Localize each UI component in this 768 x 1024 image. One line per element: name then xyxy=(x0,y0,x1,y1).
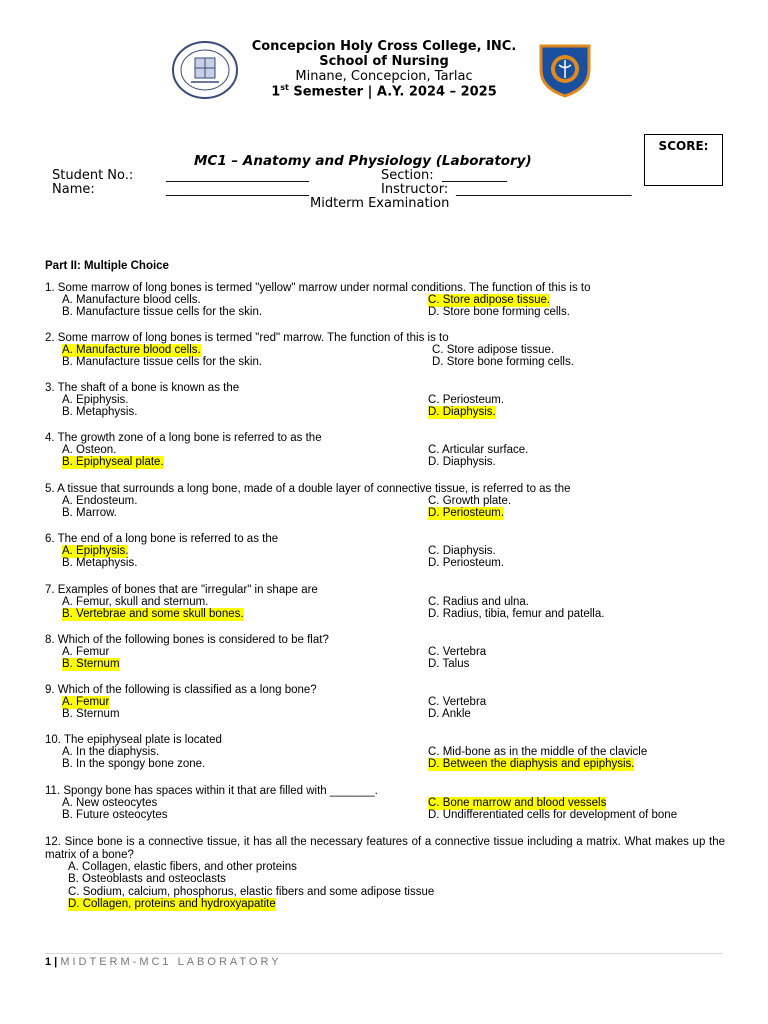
question-12-option-c: C. Sodium, calcium, phosphorus, elastic fibers and some adipose tissue xyxy=(68,886,435,898)
question-2-option-d: D. Store bone forming cells. xyxy=(432,356,574,368)
score-box xyxy=(644,134,723,186)
question-1-option-d: D. Store bone forming cells. xyxy=(428,306,570,318)
question-5-option-d: D. Periosteum. xyxy=(428,507,505,519)
question-8-option-d: D. Talus xyxy=(428,658,470,670)
question-3-option-b: B. Metaphysis. xyxy=(62,406,138,418)
question-8-option-c: C. Vertebra xyxy=(428,646,487,658)
question-3-option-d: D. Diaphysis. xyxy=(428,406,496,418)
question-8-text: 8. Which of the following bones is considered to be flat? xyxy=(45,634,329,646)
question-3-option-c: C. Periosteum. xyxy=(428,394,505,406)
student-no-label: Student No.: xyxy=(52,168,134,183)
student-no-field[interactable]: ______________________ xyxy=(166,168,309,183)
name-field[interactable]: ______________________ xyxy=(166,182,309,197)
footer-rule xyxy=(45,953,723,954)
score-label: SCORE: xyxy=(658,139,709,153)
exam-type: Midterm Examination xyxy=(310,196,450,211)
instructor-field[interactable]: ___________________________ xyxy=(456,182,632,197)
question-9-option-a: A. Femur xyxy=(62,696,110,708)
question-1-option-c: C. Store adipose tissue. xyxy=(428,294,551,306)
question-1-option-a: A. Manufacture blood cells. xyxy=(62,294,201,306)
question-10-text: 10. The epiphyseal plate is located xyxy=(45,734,222,746)
question-2-option-b: B. Manufacture tissue cells for the skin. xyxy=(62,356,263,368)
question-10-option-c: C. Mid-bone as in the middle of the clavicle xyxy=(428,746,648,758)
question-12-text: 12. Since bone is a connective tissue, it has all the necessary features of a connective tissue including a matrix. What makes up the matrix of a bone? xyxy=(45,836,725,861)
question-7-text: 7. Examples of bones that are "irregular" in shape are xyxy=(45,584,318,596)
question-5-text: 5. A tissue that surrounds a long bone, made of a double layer of connective tissue, is referred to as the xyxy=(45,483,571,495)
page-number: 1 xyxy=(45,956,52,968)
question-1-option-b: B. Manufacture tissue cells for the skin. xyxy=(62,306,263,318)
question-11-option-b: B. Future osteocytes xyxy=(62,809,168,821)
question-10-option-b: B. In the spongy bone zone. xyxy=(62,758,206,770)
question-4-option-c: C. Articular surface. xyxy=(428,444,529,456)
question-5-option-a: A. Endosteum. xyxy=(62,495,138,507)
question-9-text: 9. Which of the following is classified as a long bone? xyxy=(45,684,317,696)
college-address: Minane, Concepcion, Tarlac xyxy=(295,69,473,84)
question-6-option-b: B. Metaphysis. xyxy=(62,557,138,569)
question-7-option-c: C. Radius and ulna. xyxy=(428,596,530,608)
semester-line: 1st Semester | A.Y. 2024 – 2025 xyxy=(271,83,497,100)
question-5-option-b: B. Marrow. xyxy=(62,507,117,519)
question-9-option-b: B. Sternum xyxy=(62,708,120,720)
question-9-option-d: D. Ankle xyxy=(428,708,471,720)
question-1-text: 1. Some marrow of long bones is termed "yellow" marrow under normal conditions. The function of this is to xyxy=(45,282,591,294)
question-6-option-a: A. Epiphysis. xyxy=(62,545,129,557)
question-10-option-d: D. Between the diaphysis and epiphysis. xyxy=(428,758,635,770)
instructor-label: Instructor: xyxy=(381,182,449,197)
question-3-text: 3. The shaft of a bone is known as the xyxy=(45,382,240,394)
question-7-option-b: B. Vertebrae and some skull bones. xyxy=(62,608,244,620)
question-8-option-b: B. Sternum xyxy=(62,658,120,670)
question-4-option-d: D. Diaphysis. xyxy=(428,456,496,468)
question-8-option-a: A. Femur xyxy=(62,646,110,658)
question-12-option-d: D. Collagen, proteins and hydroxyapatite xyxy=(68,898,276,910)
question-11-text: 11. Spongy bone has spaces within it that are filled with _______. xyxy=(45,785,378,797)
question-10-option-a: A. In the diaphysis. xyxy=(62,746,160,758)
college-name: Concepcion Holy Cross College, INC. xyxy=(251,39,517,54)
page-footer: 1 | MIDTERM-MC1 LABORATORY xyxy=(45,956,282,968)
name-label: Name: xyxy=(52,182,95,197)
question-2-option-c: C. Store adipose tissue. xyxy=(432,344,555,356)
question-12-option-a: A. Collagen, elastic fibers, and other proteins xyxy=(68,861,297,873)
part-title: Part II: Multiple Choice xyxy=(45,260,169,272)
question-11-option-c: C. Bone marrow and blood vessels xyxy=(428,797,607,809)
exam-title: MC1 – Anatomy and Physiology (Laboratory) xyxy=(194,153,532,169)
question-4-text: 4. The growth zone of a long bone is referred to as the xyxy=(45,432,322,444)
question-11-option-a: A. New osteocytes xyxy=(62,797,158,809)
footer-label: MIDTERM-MC1 LABORATORY xyxy=(60,956,282,968)
question-3-option-a: A. Epiphysis. xyxy=(62,394,129,406)
question-4-option-a: A. Osteon. xyxy=(62,444,117,456)
question-11-option-d: D. Undifferentiated cells for development of bone xyxy=(428,809,678,821)
question-7-option-a: A. Femur, skull and sternum. xyxy=(62,596,209,608)
question-6-option-c: C. Diaphysis. xyxy=(428,545,496,557)
school-name: School of Nursing xyxy=(319,54,449,69)
section-field[interactable]: __________ xyxy=(442,168,507,183)
question-4-option-b: B. Epiphyseal plate. xyxy=(62,456,164,468)
question-2-option-a: A. Manufacture blood cells. xyxy=(62,344,201,356)
question-5-option-c: C. Growth plate. xyxy=(428,495,512,507)
question-7-option-d: D. Radius, tibia, femur and patella. xyxy=(428,608,605,620)
question-6-text: 6. The end of a long bone is referred to as the xyxy=(45,533,279,545)
question-9-option-c: C. Vertebra xyxy=(428,696,487,708)
question-12-option-b: B. Osteoblasts and osteoclasts xyxy=(68,873,226,885)
question-2-text: 2. Some marrow of long bones is termed "red" marrow. The function of this is to xyxy=(45,332,449,344)
section-label: Section: xyxy=(381,168,434,183)
question-6-option-d: D. Periosteum. xyxy=(428,557,505,569)
